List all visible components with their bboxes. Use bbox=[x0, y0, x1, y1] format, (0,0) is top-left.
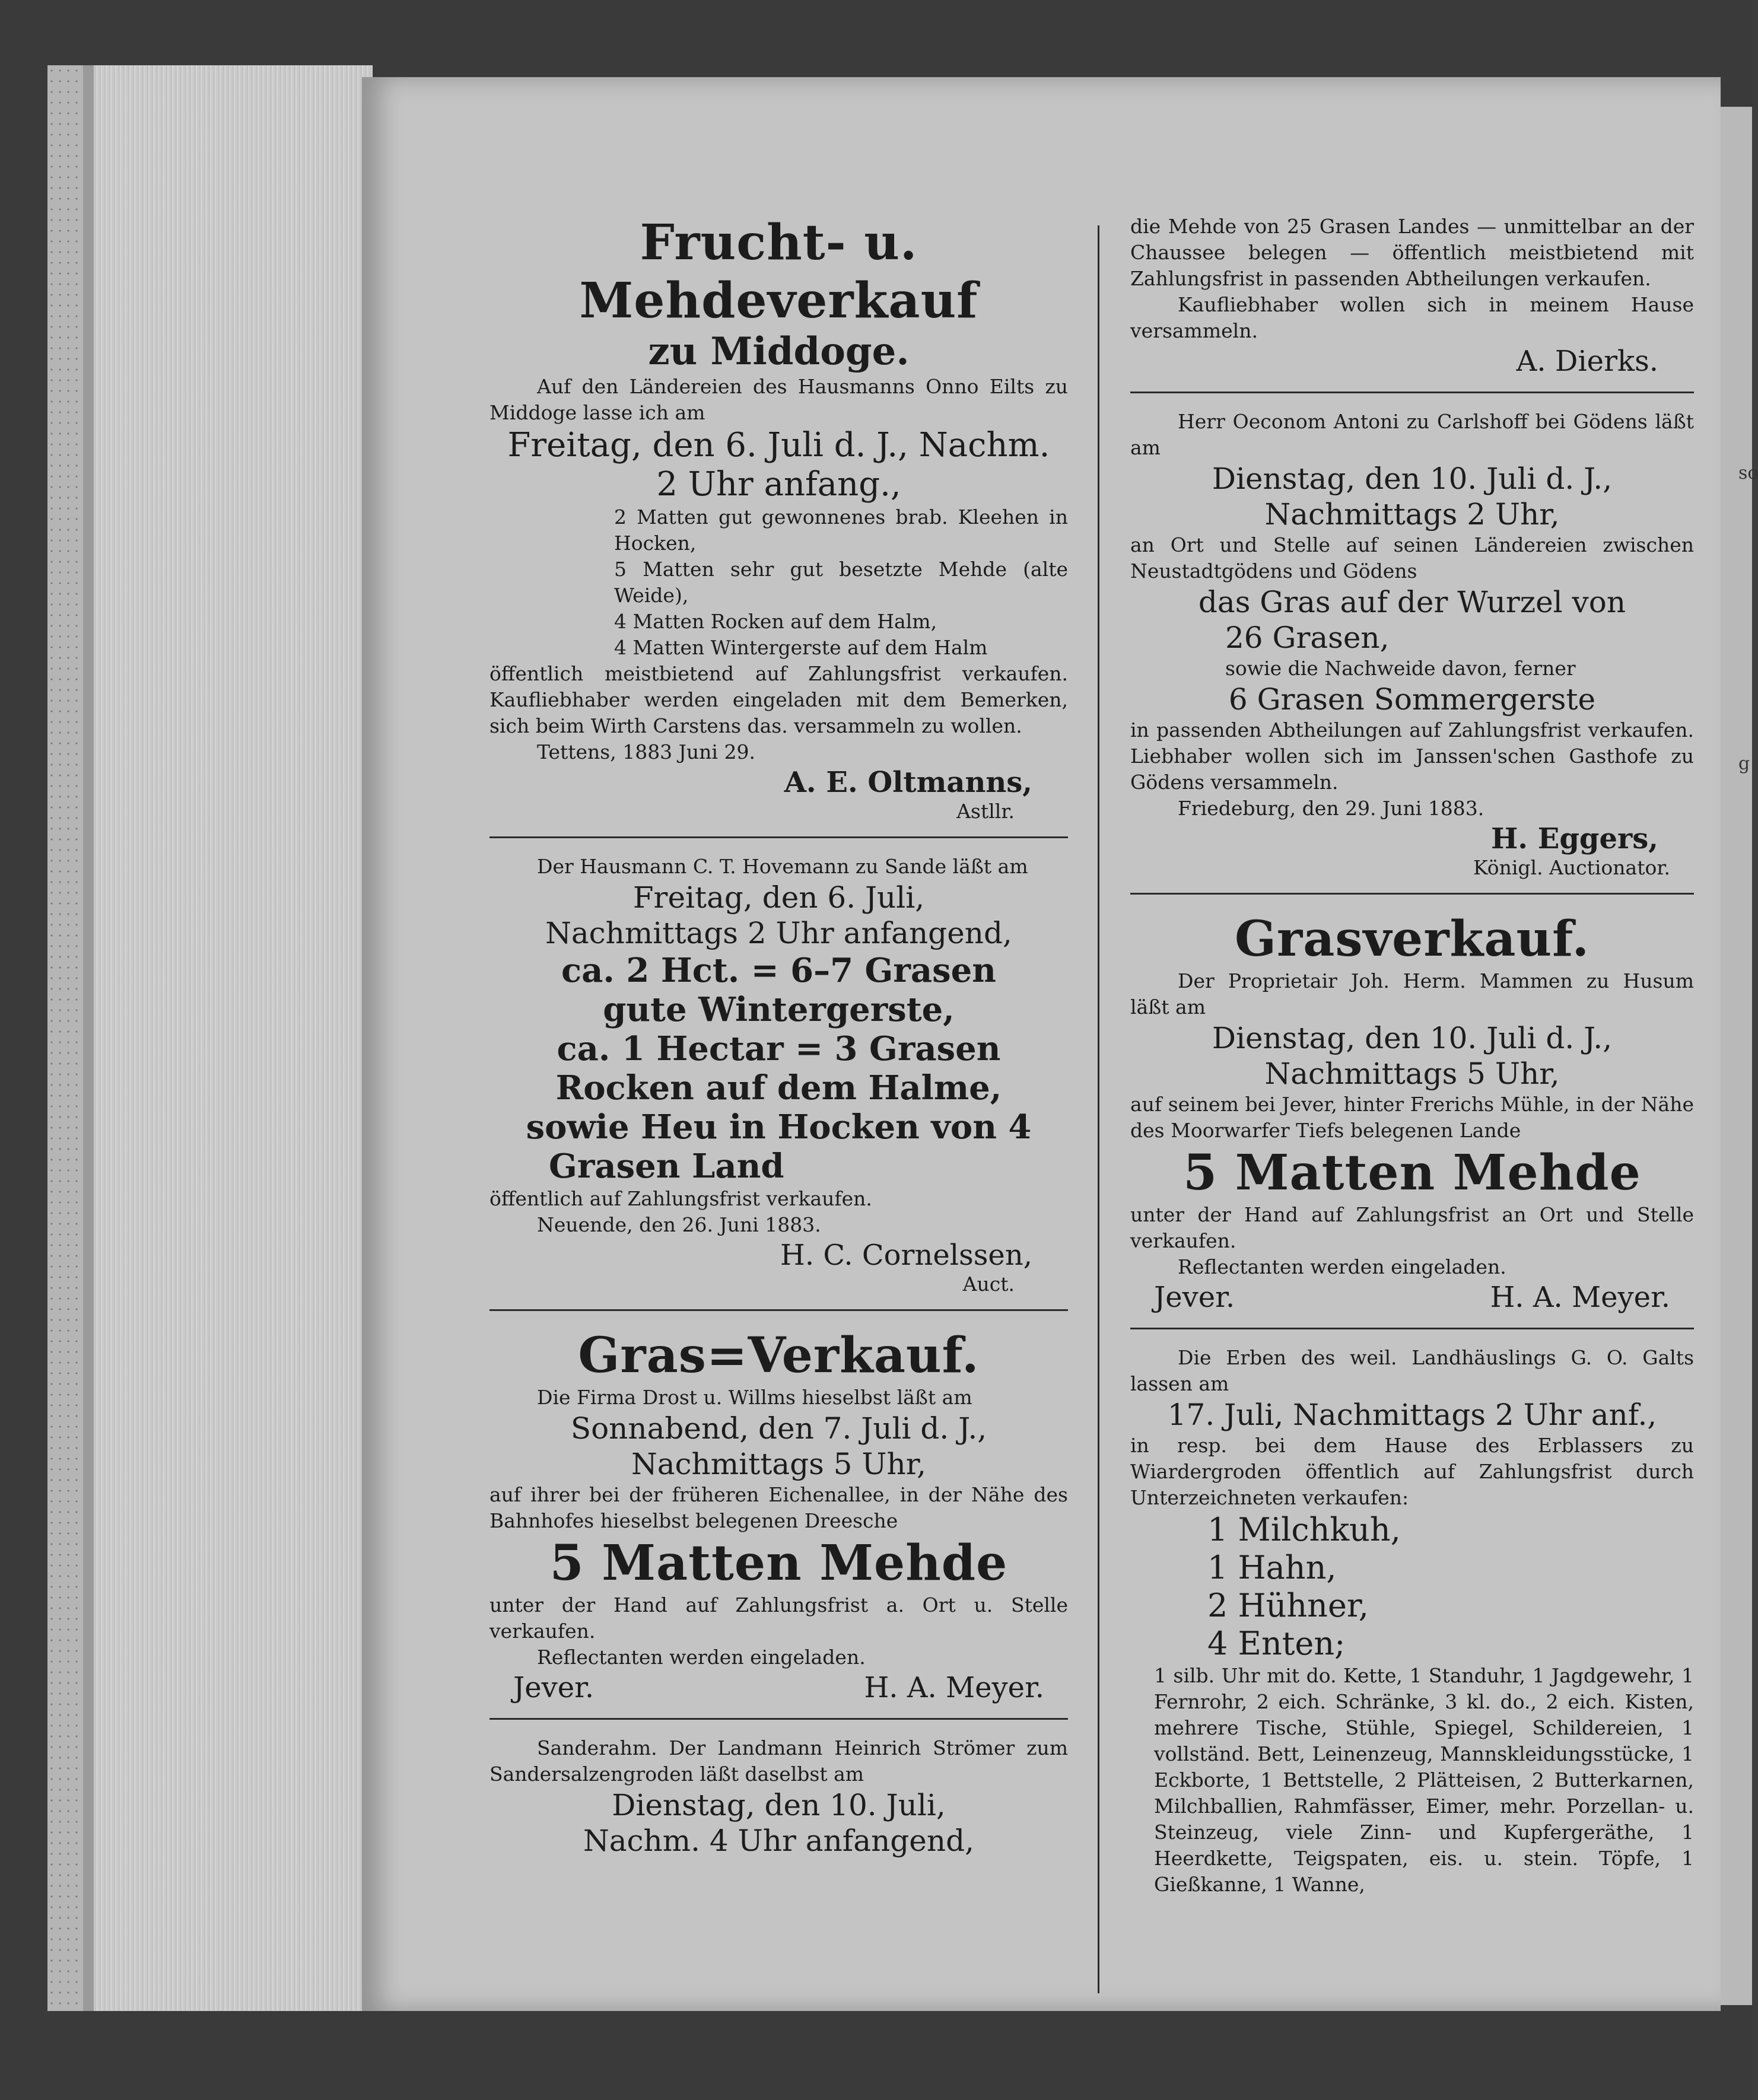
ad-location: in resp. bei dem Hause des Erblassers zu Wiardergroden öffentlich auf Zahlungsfrist durch Unterzeichneten verkaufen: bbox=[1130, 1434, 1694, 1509]
ad-location: auf seinem bei Jever, hinter Frerichs Mühle, in der Nähe des Moorwarfer Tiefs belegenen Lande bbox=[1130, 1093, 1694, 1142]
ad-signature: A. Dierks. bbox=[1516, 345, 1658, 378]
ad-headline: 5 Matten Mehde bbox=[549, 1535, 1008, 1592]
ad-intro: Herr Oeconom Antoni zu Carlshoff bei Gödens läßt am bbox=[1130, 410, 1694, 459]
ad-place: Jever. bbox=[1154, 1281, 1235, 1314]
list-item: 1 Hahn, bbox=[1207, 1549, 1337, 1586]
ad-time: Nachmittags 5 Uhr, bbox=[1264, 1057, 1560, 1091]
ad-body: öffentlich auf Zahlungsfrist verkaufen. bbox=[489, 1187, 872, 1210]
ad-location: an Ort und Stelle auf seinen Ländereien zwischen Neustadtgödens und Gödens bbox=[1130, 533, 1694, 583]
ad-headline: 6 Grasen Sommergerste bbox=[1228, 682, 1596, 717]
column-divider bbox=[1098, 225, 1099, 1993]
ad-place: Jever. bbox=[513, 1671, 595, 1704]
divider bbox=[1130, 893, 1694, 895]
ad-time: 2 Uhr anfang., bbox=[656, 465, 901, 504]
ad-intro: Die Erben des weil. Landhäuslings G. O. Galts lassen am bbox=[1130, 1346, 1694, 1395]
ad-title: Grasverkauf. bbox=[1234, 911, 1589, 968]
ad-intro: Die Firma Drost u. Willms hieselbst läßt am bbox=[537, 1386, 972, 1409]
ad-date: Freitag, den 6. Juli d. J., Nachm. bbox=[507, 426, 1050, 464]
ad-intro: Der Proprietair Joh. Herm. Mammen zu Husum läßt am bbox=[1130, 969, 1694, 1019]
divider bbox=[489, 836, 1068, 838]
list-item: 4 Enten; bbox=[1207, 1625, 1346, 1662]
ad-intro: Sanderahm. Der Landmann Heinrich Strömer zum Sandersalzengroden läßt daselbst am bbox=[489, 1736, 1068, 1786]
ad-signature: A. E. Oltmanns, bbox=[784, 766, 1032, 799]
ad-date: Dienstag, den 10. Juli d. J., bbox=[1212, 462, 1613, 496]
list-item: 2 Matten gut gewonnenes brab. Kleehen in Hocken, bbox=[614, 505, 1068, 555]
ad-signature-title: Königl. Auctionator. bbox=[1473, 856, 1670, 879]
ad-item-list bbox=[1130, 1511, 1694, 1663]
ad-antoni bbox=[1130, 409, 1694, 880]
divider bbox=[1130, 392, 1694, 393]
ad-signature-title: Astllr. bbox=[956, 800, 1015, 823]
ad-hovemann bbox=[489, 854, 1068, 1296]
ad-line: ca. 2 Hct. = 6–7 Grasen bbox=[561, 951, 997, 990]
book-page-stack bbox=[83, 65, 373, 2011]
list-item: 4 Matten Rocken auf dem Halm, bbox=[614, 610, 937, 633]
ad-signature-title: Auct. bbox=[962, 1272, 1015, 1296]
ad-body: unter der Hand auf Zahlungsfrist an Ort und Stelle verkaufen. bbox=[1130, 1203, 1694, 1252]
ad-body: in passenden Abtheilungen auf Zahlungsfrist verkaufen. Liebhaber wollen sich im Janssen'schen Gasthofe zu Gödens versammeln. bbox=[1130, 718, 1694, 794]
divider bbox=[489, 1718, 1068, 1720]
ad-time: Nachmittags 2 Uhr anfangend, bbox=[545, 916, 1012, 950]
ad-signature-row bbox=[1130, 1280, 1694, 1315]
ad-invite: Kaufliebhaber wollen sich in meinem Hause versammeln. bbox=[1130, 293, 1694, 342]
margin-glyph: g bbox=[1738, 753, 1750, 774]
ad-stroemer-continued bbox=[1130, 214, 1694, 378]
ad-date: Freitag, den 6. Juli, bbox=[632, 880, 925, 915]
ad-grasverkauf-mammen bbox=[1130, 910, 1694, 1315]
ad-item-list bbox=[489, 504, 1068, 661]
right-column bbox=[1130, 214, 1694, 1898]
ad-signature: H. A. Meyer. bbox=[864, 1671, 1044, 1704]
ad-title: Gras=Verkauf. bbox=[578, 1327, 980, 1384]
ad-invite: Reflectanten werden eingeladen. bbox=[537, 1646, 866, 1669]
ad-time: Nachmittags 2 Uhr, bbox=[1264, 497, 1560, 532]
list-item: 4 Matten Wintergerste auf dem Halm bbox=[614, 636, 988, 659]
ad-frucht-mehdeverkauf bbox=[489, 214, 1068, 823]
ad-headline: 26 Grasen, bbox=[1225, 621, 1390, 655]
divider bbox=[489, 1309, 1068, 1311]
ad-headline: 5 Matten Mehde bbox=[1183, 1144, 1641, 1201]
divider bbox=[1130, 1328, 1694, 1329]
ad-line: gute Wintergerste, bbox=[603, 990, 955, 1029]
ad-stroemer bbox=[489, 1735, 1068, 1859]
ad-line: sowie Heu in Hocken von 4 bbox=[526, 1108, 1032, 1147]
ad-date: Dienstag, den 10. Juli, bbox=[612, 1788, 946, 1822]
ad-date: 17. Juli, Nachmittags 2 Uhr anf., bbox=[1167, 1398, 1657, 1432]
ad-body: die Mehde von 25 Grasen Landes — unmittelbar an der Chaussee belegen — öffentlich meistbietend mit Zahlungsfrist in passenden Abtheilungen verkaufen. bbox=[1130, 215, 1694, 290]
ad-time: Nachm. 4 Uhr anfangend, bbox=[583, 1824, 975, 1858]
ad-subtitle: zu Middoge. bbox=[648, 329, 910, 374]
next-page-edge bbox=[1721, 107, 1752, 2005]
ad-details: 1 silb. Uhr mit do. Kette, 1 Standuhr, 1 Jagdgewehr, 1 Fernrohr, 2 eich. Schränke, 3 kl. do., 2 eich. Kisten, mehrere Tische, Stühle, Spiegel, Schildereien, 1 vollständ. Bett, Leinenzeug, Mannskleidungsstücke, 1 Eckborte, 1 Bettstelle, 2 Plätteisen, 2 Butterkarnen, Milchballien, Rahmfässer, Eimer, mehr. Porzellan- u. Steinzeug, viele Zinn- und Kupfergeräthe, 1 Heerdkette, Teigspaten, eis. u. stein. Töpfe, 1 Gießkanne, 1 Wanne, bbox=[1154, 1664, 1694, 1896]
ad-line: Grasen Land bbox=[549, 1147, 784, 1186]
ad-location: auf ihrer bei der früheren Eichenallee, in der Nähe des Bahnhofes hieselbst belegenen Dreesche bbox=[489, 1483, 1068, 1532]
ad-time: Nachmittags 5 Uhr, bbox=[631, 1447, 927, 1481]
ad-line: Rocken auf dem Halme, bbox=[555, 1068, 1002, 1108]
ad-invite: Reflectanten werden eingeladen. bbox=[1178, 1255, 1506, 1278]
ad-place-date: Tettens, 1883 Juni 29. bbox=[537, 740, 755, 763]
list-item: 5 Matten sehr gut besetzte Mehde (alte Weide), bbox=[614, 558, 1068, 607]
list-item: 2 Hühner, bbox=[1207, 1587, 1369, 1624]
ad-body: öffentlich meistbietend auf Zahlungsfrist verkaufen. Kaufliebhaber werden eingeladen mit dem Bemerken, sich beim Wirth Carstens das. versammeln zu wollen. bbox=[489, 662, 1068, 737]
ad-signature: H. C. Cornelssen, bbox=[780, 1239, 1032, 1272]
ad-intro: Der Hausmann C. T. Hovemann zu Sande läßt am bbox=[537, 855, 1028, 878]
margin-glyph: so bbox=[1738, 463, 1758, 483]
ad-signature-row bbox=[489, 1671, 1068, 1705]
ad-place-date: Friedeburg, den 29. Juni 1883. bbox=[1178, 797, 1484, 820]
list-item: 1 Milchkuh, bbox=[1207, 1511, 1401, 1548]
ad-headline: das Gras auf der Wurzel von bbox=[1198, 585, 1626, 619]
ad-place-date: Neuende, den 26. Juni 1883. bbox=[537, 1213, 821, 1236]
ad-title: Frucht- u. Mehdeverkauf bbox=[579, 214, 978, 329]
left-column bbox=[489, 214, 1068, 1859]
ad-gras-verkauf bbox=[489, 1326, 1068, 1705]
ad-signature: H. A. Meyer. bbox=[1490, 1281, 1670, 1314]
ad-extra: sowie die Nachweide davon, ferner bbox=[1225, 657, 1576, 680]
ad-intro: Auf den Ländereien des Hausmanns Onno Eilts zu Middoge lasse ich am bbox=[489, 375, 1068, 424]
ad-line: ca. 1 Hectar = 3 Grasen bbox=[557, 1029, 1001, 1068]
ad-body: unter der Hand auf Zahlungsfrist a. Ort u. Stelle verkaufen. bbox=[489, 1593, 1068, 1643]
ad-date: Sonnabend, den 7. Juli d. J., bbox=[570, 1411, 987, 1446]
ad-date: Dienstag, den 10. Juli d. J., bbox=[1212, 1021, 1613, 1055]
ad-signature: H. Eggers, bbox=[1490, 822, 1658, 855]
ad-erben-galts bbox=[1130, 1345, 1694, 1898]
